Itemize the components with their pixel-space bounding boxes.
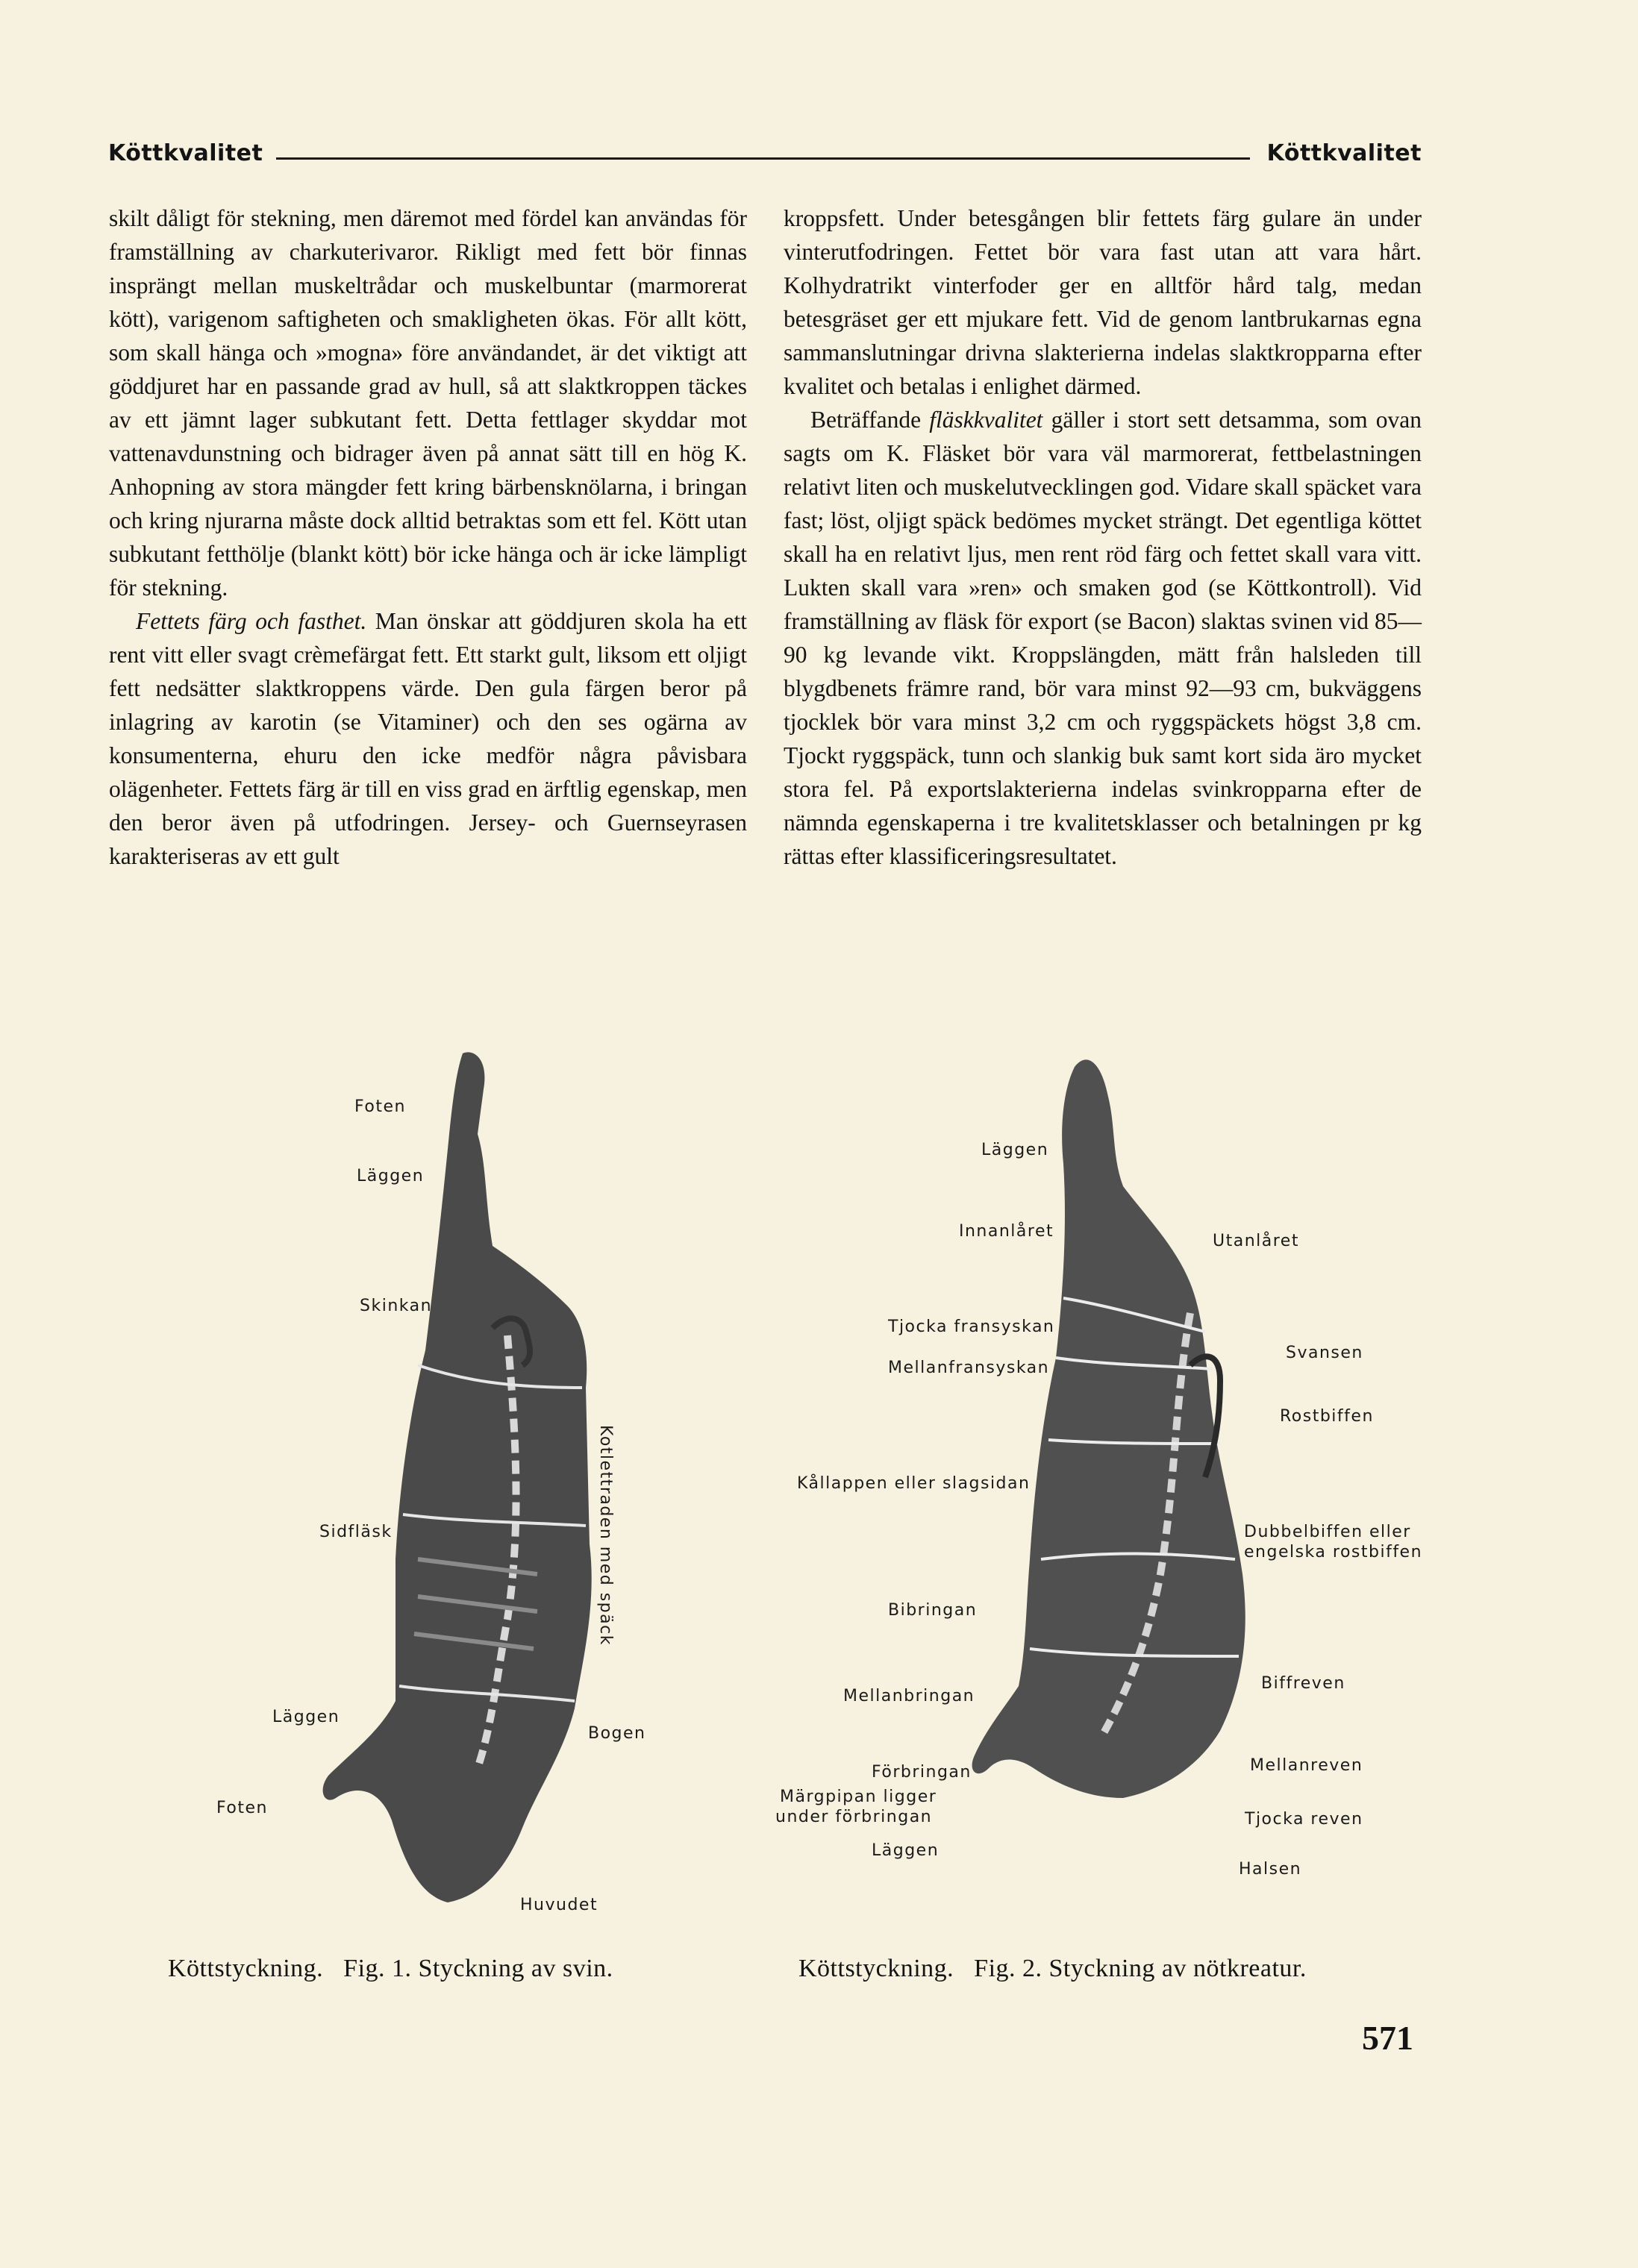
label-foten-top: Foten <box>354 1097 406 1116</box>
right-paragraph-1: kroppsfett. Under betesgången blir fettets färg gulare än under vinterutfodringen. Fettet bör vara fast utan att vara hårt. Kolhydratrikt vinterfoder ger en alltför hård talg, medan betesgräset ger ett mjukare fett. Vid de genom lantbrukarnas egna sammanslutningar drivna slakterierna indelas slaktkropparna efter kvalitet och betalas i enlighet därmed. <box>784 205 1422 399</box>
right-paragraph-2-term: fläskkvalitet <box>929 407 1043 433</box>
figure-2-cattle-carcass <box>772 1037 1444 1932</box>
label-laggen-top: Läggen <box>357 1167 425 1185</box>
label-foten-bottom: Foten <box>216 1799 268 1817</box>
figure-1-pig-carcass <box>194 1037 716 1932</box>
running-head-right: Köttkvalitet <box>1266 140 1422 166</box>
cattle-carcass-illustration <box>972 1059 1245 1798</box>
label-kallappen: Kållappen eller slagsidan <box>797 1474 1031 1493</box>
label-kotlettraden: Kotlettraden med späck <box>596 1425 615 1646</box>
page-number: 571 <box>1362 2019 1413 2057</box>
label-mellanreven: Mellanreven <box>1250 1756 1363 1775</box>
label-rostbiffen: Rostbiffen <box>1280 1407 1374 1426</box>
right-column <box>784 201 1422 873</box>
label-bibringan: Bibringan <box>888 1601 978 1620</box>
figure-1-caption: Köttstyckning. Fig. 1. Styckning av svin. <box>168 1955 613 1982</box>
left-paragraph-2-heading: Fettets färg och fasthet. <box>136 608 367 634</box>
label-biffreven: Biffreven <box>1261 1674 1345 1693</box>
header-rule <box>276 157 1250 160</box>
label-margpipan-1: Märgpipan ligger <box>780 1788 937 1806</box>
label-innanlaret: Innanlåret <box>959 1222 1054 1241</box>
label-halsen: Halsen <box>1239 1860 1302 1879</box>
figure-2-caption: Köttstyckning. Fig. 2. Styckning av nötkreatur. <box>798 1955 1307 1982</box>
label-tjocka-fransyskan: Tjocka fransyskan <box>888 1318 1055 1336</box>
label-margpipan-2: under förbringan <box>775 1808 933 1826</box>
label-dubbelbiffen-2: engelska rostbiffen <box>1244 1543 1423 1561</box>
left-paragraph-1: skilt dåligt för stekning, men däremot med fördel kan användas för framställning av charkuterivaror. Rikligt med fett bör finnas insprängt mellan muskeltrådar och muskelbuntar (marmorerat kött), varigenom saftigheten och smakligheten ökas. För allt kött, som skall hänga och »mogna» före användandet, är det viktigt att göddjuret har en passande grad av hull, så att slaktkroppen täckes av ett jämnt lager subkutant fett. Detta fettlager skyddar mot vattenavdunstning och bidrager även på annat sätt till en hög K. Anhopning av stora mängder fett kring bärbensknölarna, i bringan och kring njurarna måste dock alltid betraktas som ett fel. Kött utan subkutant fetthölje (blankt kött) bör icke hänga och är icke lämpligt för stekning. <box>109 205 747 601</box>
label-utanlaret: Utanlåret <box>1213 1232 1299 1250</box>
carcass-silhouette <box>972 1059 1245 1798</box>
label-dubbelbiffen-1: Dubbelbiffen eller <box>1244 1523 1411 1541</box>
left-column <box>109 201 747 873</box>
left-paragraph-2-body: Man önskar att göddjuren skola ha ett rent vitt eller svagt crèmefärgat fett. Ett starkt gult, liksom ett oljigt fett nedsätter slaktkroppens värde. Den gula färgen beror på inlagring av karotin (se Vitaminer) och den ses ogärna av konsumenterna, ehuru den icke medför några påvisbara olägenheter. Fettets färg är till en viss grad en ärftlig egenskap, men den beror även på utfodringen. Jersey- och Guernseyrasen karakteriseras av ett gult <box>109 608 747 869</box>
right-paragraph-2-lead: Beträffande <box>810 407 930 433</box>
label-mellanfransyskan: Mellanfransyskan <box>888 1359 1050 1377</box>
label-sidflask: Sidfläsk <box>319 1523 393 1541</box>
label-laggen-bottom: Läggen <box>872 1841 940 1860</box>
label-huvudet: Huvudet <box>520 1896 598 1914</box>
label-bogen: Bogen <box>588 1724 646 1743</box>
label-forbringan: Förbringan <box>872 1763 972 1782</box>
label-laggen-top: Läggen <box>981 1141 1049 1159</box>
running-head-left: Köttkvalitet <box>108 140 263 166</box>
right-paragraph-2-body: gäller i stort sett detsamma, som ovan sagts om K. Fläsket bör vara väl marmorerat, fettbelastningen relativt liten och muskelutvecklingen god. Vidare skall späcket vara fast; löst, oljigt späck bedömes mycket strängt. Det egentliga köttet skall ha en relativt ljus, men rent röd färg och fettet skall vara vitt. Lukten skall vara »ren» och smaken god (se Köttkontroll). Vid framställning av fläsk för export (se Bacon) slaktas svinen vid 85—90 kg levande vikt. Kroppslängden, mätt från halsleden till blygdbenets främre rand, bör vara minst 92—93 cm, bukväggens tjocklek bör vara minst 3,2 cm och ryggspäckets högst 3,8 cm. Tjockt ryggspäck, tunn och slankig buk samt kort sida äro mycket stora fel. På exportslakterierna indelas svinkropparna efter de nämnda egenskaperna i tre kvalitetsklasser och betalningen pr kg rättas efter klassificeringsresultatet. <box>784 407 1422 869</box>
label-mellanbringan: Mellanbringan <box>843 1687 975 1705</box>
right-paragraph-2 <box>784 403 1422 873</box>
label-tjocka-reven: Tjocka reven <box>1245 1810 1363 1829</box>
label-skinkan: Skinkan <box>360 1297 433 1315</box>
label-laggen-bottom: Läggen <box>272 1708 340 1726</box>
left-paragraph-2 <box>109 604 747 873</box>
label-svansen: Svansen <box>1286 1344 1363 1362</box>
